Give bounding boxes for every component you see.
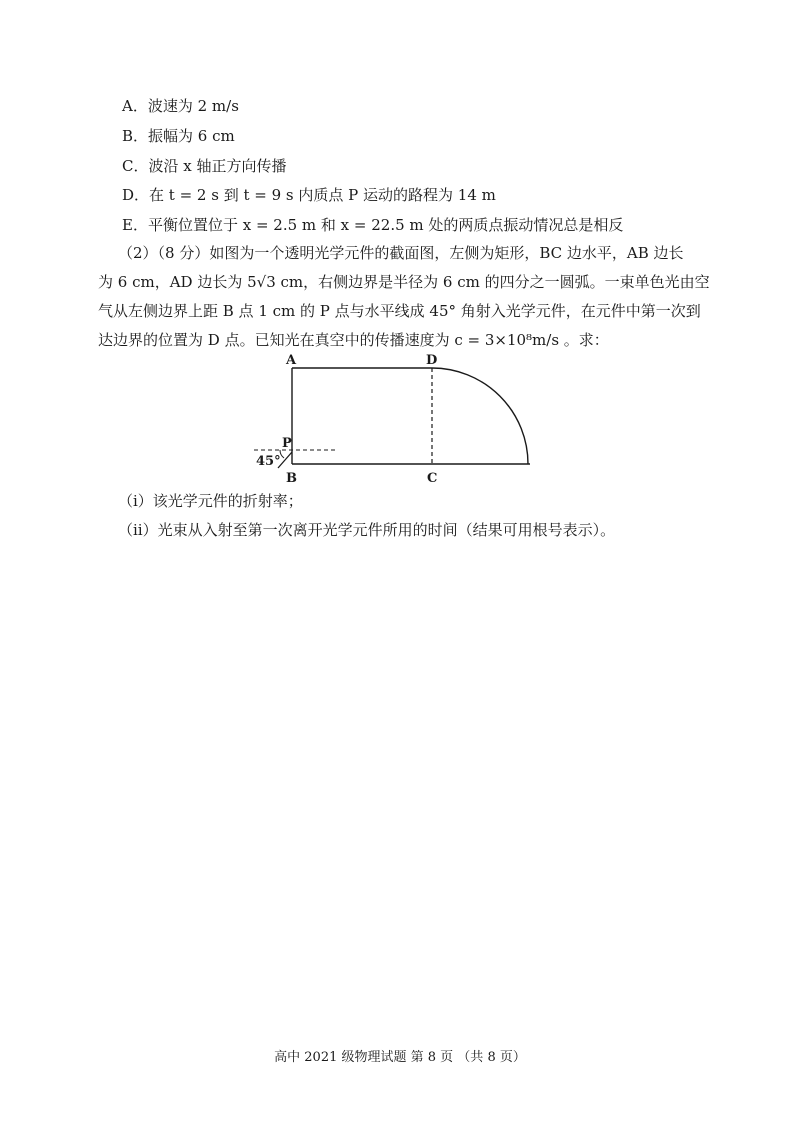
option-d: D．在 t = 2 s 到 t = 9 s 内质点 P 运动的路程为 14 m — [122, 186, 496, 204]
problem-line-3: 气从左侧边界上距 B 点 1 cm 的 P 点与水平线成 45° 角射入光学元件，在元件中第一次到 — [98, 302, 701, 320]
page-footer: 高中 2021 级物理试题 第 8 页 （共 8 页） — [274, 1050, 526, 1065]
option-b: B．振幅为 6 cm — [122, 127, 235, 145]
label-c: C — [427, 471, 438, 486]
question-1: （ⅰ）该光学元件的折射率； — [118, 492, 303, 510]
problem-line-1: （2）（8 分）如图为一个透明光学元件的截面图，左侧为矩形，BC 边水平，AB 边长 — [118, 244, 684, 262]
problem-line-4: 达边界的位置为 D 点。已知光在真空中的传播速度为 c = 3×10⁸m/s 。求： — [98, 331, 609, 349]
option-a: A．波速为 2 m/s — [122, 97, 239, 115]
label-a: A — [286, 353, 297, 368]
option-c: C．波沿 x 轴正方向传播 — [122, 157, 287, 175]
angle-arc — [280, 450, 284, 458]
label-p: P — [282, 436, 292, 451]
question-2: （ⅱ）光束从入射至第一次离开光学元件所用的时间（结果可用根号表示）。 — [118, 521, 616, 539]
option-e: E．平衡位置位于 x = 2.5 m 和 x = 22.5 m 处的两质点振动情况总是相反 — [122, 216, 624, 234]
optical-element-figure — [240, 352, 560, 492]
problem-line-2: 为 6 cm，AD 边长为 5√3 cm，右侧边界是半径为 6 cm 的四分之一圆弧。一束单色光由空 — [98, 273, 710, 291]
label-angle: 45° — [256, 454, 281, 469]
label-b: B — [286, 471, 297, 486]
label-d: D — [426, 353, 438, 368]
quarter-arc — [432, 368, 528, 464]
